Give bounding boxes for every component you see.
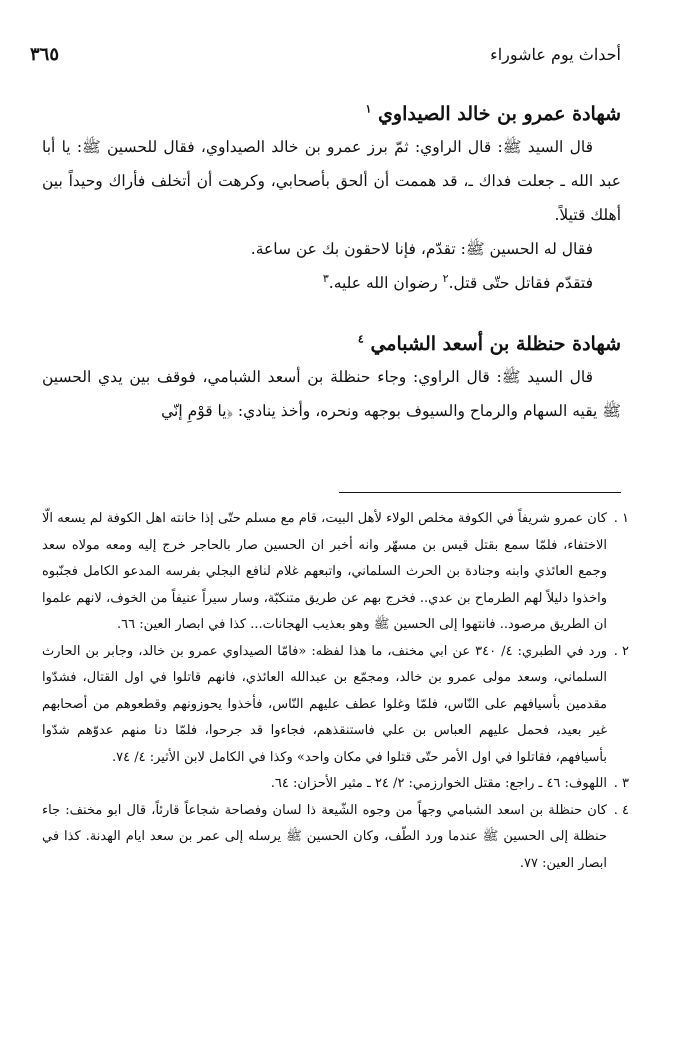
footnote-marker: ٣ xyxy=(322,271,329,285)
paragraph-text: فتقدّم فقاتل حتّى قتل. xyxy=(448,274,593,292)
footnote-number: ٤ . xyxy=(613,802,629,818)
footnote-marker: ١ xyxy=(365,102,372,116)
section-title xyxy=(42,98,621,130)
footnote-separator xyxy=(339,492,621,493)
section-title-text: شهادة حنظلة بن أسعد الشبامي xyxy=(370,333,621,355)
page-number: ٣٦٥ xyxy=(30,44,60,65)
footnote-text: كان حنظلة بن اسعد الشبامي وجهاً من وجوه الشّيعة ذا لسان وفصاحة شجاعاً قارئاً، قال ابو مخنف: جاء حنظلة إلى الحسين ﷺ عندما ورد الطّف، وكان الحسين ﷺ يرسله إلى عمر بن سعد ايام الهدنة. كذا في ابصار العين: ٧٧. xyxy=(42,802,607,871)
footnote xyxy=(42,506,629,639)
running-title: أحداث يوم عاشوراء xyxy=(490,45,621,64)
main-text xyxy=(42,98,621,428)
paragraph: قال السيد ﷺ: قال الراوي: وجاء حنظلة بن أسعد الشبامي، فوقف بين يدي الحسين ﷺ يقيه السهام والرماح والسيوف بوجهه ونحره، وأخذ ينادي: ﴿يا قوْمِ إنّي xyxy=(42,368,621,420)
footnote-marker: ٤ xyxy=(357,332,364,346)
page-header xyxy=(30,44,621,74)
footnotes xyxy=(42,506,629,877)
paragraph: فقال له الحسين ﷺ: تقدّم، فإنا لاحقون بك عن ساعة. xyxy=(250,240,593,258)
section-gap xyxy=(42,300,621,328)
footnote xyxy=(42,798,629,878)
footnote-number: ٣ . xyxy=(613,776,629,791)
footnote xyxy=(42,771,629,798)
footnote-text: ورد في الطبري: ٤/ ٣٤٠ عن ابي مخنف، ما هذا لفظه: «فامّا الصيداوي عمرو بن خالد، وجابر بن الحارث السلماني، وسعد مولى عمرو بن خالد، ومجمّع بن عبدالله العائذي، فانهم قاتلوا في اول القتال، فشدّوا مقدمين بأسيافهم على النّاس، فلمّا وغلوا عطف عليهم النّاس، فأخذوا يحوزونهم وقطعوهم من أصحابهم غير بعيد، فحمل عليهم العباس بن علي فاستنقذهم، فجاءوا قد جرحوا، فلمّا دنا منهم عدوّهم شدّوا بأسيافهم، فقاتلوا في اول الأمر حتّى قتلوا في مكان واحد» وكذا في الكامل لابن الأثير: ٤/ ٧٤. xyxy=(42,643,607,765)
section-title xyxy=(42,328,621,360)
footnote-number: ٢ . xyxy=(613,643,629,659)
footnote-text: كان عمرو شريفاً في الكوفة مخلص الولاء لأهل البيت، قام مع مسلم حتّى إذا خانته اهل الكوفة لم يسعه الّا الاختفاء، فلمّا سمع بقتل قيس بن مسهّر وانه أخبر ان الحسين صار بالحاجر خرج إليه ومعه مولاه سعد وجمع العائذي وابنه وجنادة بن الحرث السلماني، واتبعهم غلام لنافع البجلي بفرسه المدعو الكامل فجنّبوه واخذوا دليلاً لهم الطرماح بن عدي.. فخرج بهم عن طريق متنكبّة، وسار سيراً عنيفاً من الخوف، لانهم علموا ان الطريق مرصود.. فانتهوا إلى الحسين ﷺ وهو بعذيب الهجانات... كذا في ابصار العين: ٦٦. xyxy=(42,511,607,632)
footnote-marker: ٢ xyxy=(442,271,449,285)
paragraph-text: رضوان الله عليه. xyxy=(328,274,438,292)
footnote xyxy=(42,639,629,772)
footnote-number: ١ . xyxy=(613,511,629,526)
section-title-text: شهادة عمرو بن خالد الصيداوي xyxy=(378,103,621,125)
paragraph: قال السيد ﷺ: قال الراوي: ثمّ برز عمرو بن خالد الصيداوي، فقال للحسين ﷺ: يا أبا عبد الله ـ جعلت فداك ـ، قد هممت أن ألحق بأصحابي، وكرهت أن أتخلف فأراك وحيداً بين أهلك قتيلاً. xyxy=(42,138,621,224)
paragraph xyxy=(42,266,621,300)
footnote-text: اللهوف: ٤٦ ـ راجع: مقتل الخوارزمي: ٢/ ٢٤ ـ مثير الأحزان: ٦٤. xyxy=(270,776,607,791)
